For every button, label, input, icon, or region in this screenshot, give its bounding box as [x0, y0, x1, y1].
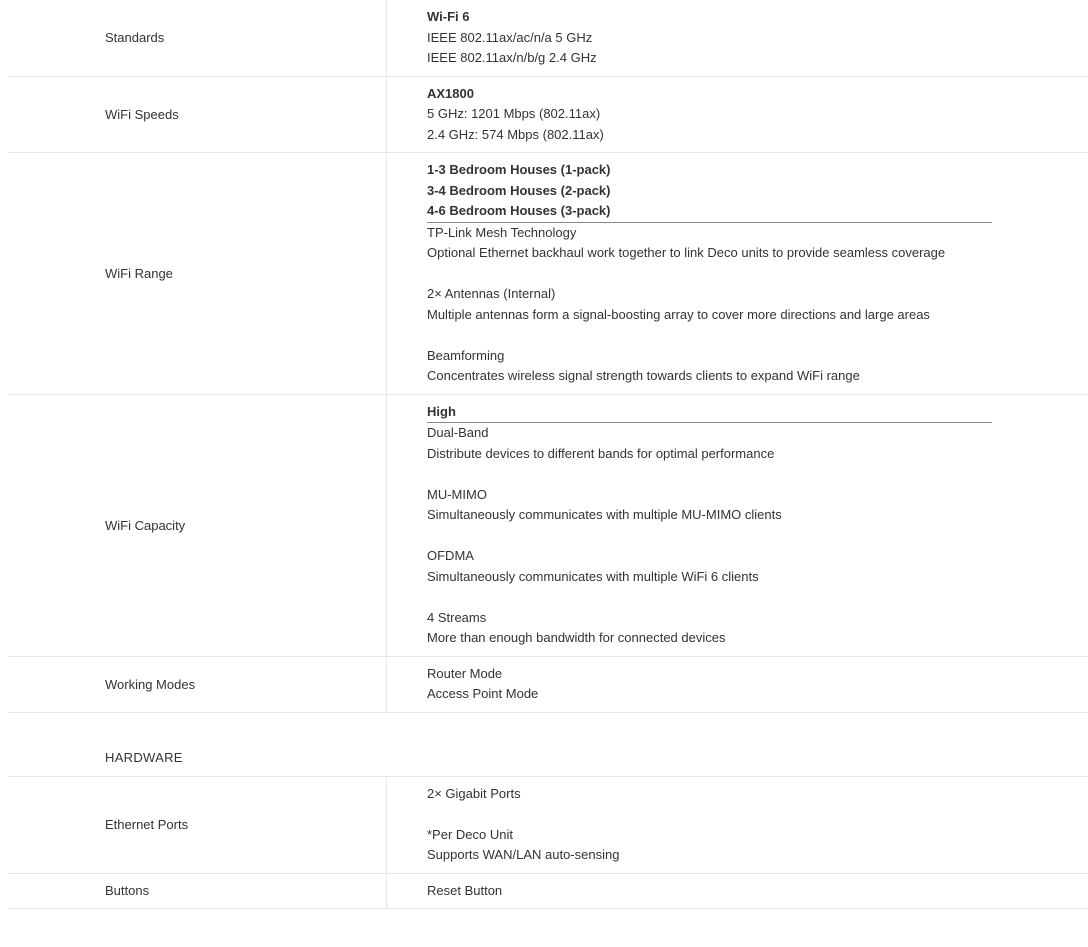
spec-value-heading: 4-6 Bedroom Houses (3-pack) — [427, 201, 992, 223]
spec-row-standards — [8, 0, 1088, 77]
spec-value-line: 5 GHz: 1201 Mbps (802.11ax) — [427, 106, 601, 121]
section-header-row — [8, 713, 1088, 777]
spec-value-line: Distribute devices to different bands for optimal performance — [427, 445, 775, 461]
spec-label: Working Modes — [8, 657, 387, 712]
spacer — [427, 464, 1088, 485]
spec-value — [387, 153, 1088, 394]
spec-value-line: Multiple antennas form a signal-boosting array to cover more directions and large areas — [427, 306, 930, 322]
spec-value-line: Simultaneously communicates with multiple WiFi 6 clients — [427, 568, 759, 584]
spec-row-wifi-range — [8, 153, 1088, 395]
spec-table — [8, 0, 1088, 909]
spec-value-line: Reset Button — [427, 882, 503, 898]
spacer — [427, 264, 1088, 285]
spec-label: Standards — [8, 0, 387, 76]
spec-value — [387, 657, 1088, 712]
spec-value-heading: Wi-Fi 6 — [427, 9, 470, 24]
spec-value-line: TP-Link Mesh Technology — [427, 224, 577, 240]
spec-value-line: Optional Ethernet backhaul work together to link Deco units to provide seamless coverage — [427, 245, 946, 260]
spec-value-line: Simultaneously communicates with multiple MU-MIMO clients — [427, 507, 782, 522]
spec-row-ethernet-ports — [8, 777, 1088, 874]
spec-value-line: 4 Streams — [427, 609, 487, 625]
spec-value-heading: AX1800 — [427, 85, 474, 101]
spacer — [427, 325, 1088, 346]
spec-label: WiFi Capacity — [8, 395, 387, 656]
spec-value-line: Concentrates wireless signal strength towards clients to expand WiFi range — [427, 368, 860, 383]
spec-row-wifi-capacity — [8, 395, 1088, 657]
spec-label: Buttons — [8, 874, 387, 909]
spec-label: WiFi Speeds — [8, 77, 387, 153]
spec-value-line: 2× Gigabit Ports — [427, 785, 521, 801]
spec-value-line: OFDMA — [427, 548, 474, 563]
spacer — [427, 804, 1088, 825]
spec-label: WiFi Range — [8, 153, 387, 394]
spec-value-line: *Per Deco Unit — [427, 826, 513, 842]
spec-row-buttons — [8, 874, 1088, 910]
spacer — [427, 587, 1088, 608]
spec-value-line: More than enough bandwidth for connected devices — [427, 630, 726, 645]
spec-value-heading: High — [427, 402, 992, 424]
spec-value — [387, 777, 1088, 873]
spec-value-line: Dual-Band — [427, 425, 489, 440]
spec-row-working-modes — [8, 657, 1088, 713]
spec-label: Ethernet Ports — [8, 777, 387, 873]
spec-value-line: IEEE 802.11ax/ac/n/a 5 GHz — [427, 29, 593, 45]
section-title: HARDWARE — [105, 749, 183, 765]
spec-value-line: MU-MIMO — [427, 486, 487, 502]
spec-value — [387, 874, 1088, 909]
spec-value — [387, 395, 1088, 656]
spec-value — [387, 0, 1088, 76]
spec-value-heading: 3-4 Bedroom Houses (2-pack) — [427, 182, 611, 198]
spec-value-line: Supports WAN/LAN auto-sensing — [427, 847, 620, 862]
spec-value-line: 2.4 GHz: 574 Mbps (802.11ax) — [427, 126, 604, 142]
spec-value-heading: 1-3 Bedroom Houses (1-pack) — [427, 162, 611, 177]
spec-value-line: Beamforming — [427, 347, 505, 363]
spec-value-line: Access Point Mode — [427, 686, 539, 701]
spec-value-line: 2× Antennas (Internal) — [427, 286, 556, 301]
spec-value-line: IEEE 802.11ax/n/b/g 2.4 GHz — [427, 50, 597, 65]
spec-value-line: Router Mode — [427, 665, 503, 681]
spacer — [427, 526, 1088, 547]
spec-value — [387, 77, 1088, 153]
spec-row-wifi-speeds — [8, 77, 1088, 154]
